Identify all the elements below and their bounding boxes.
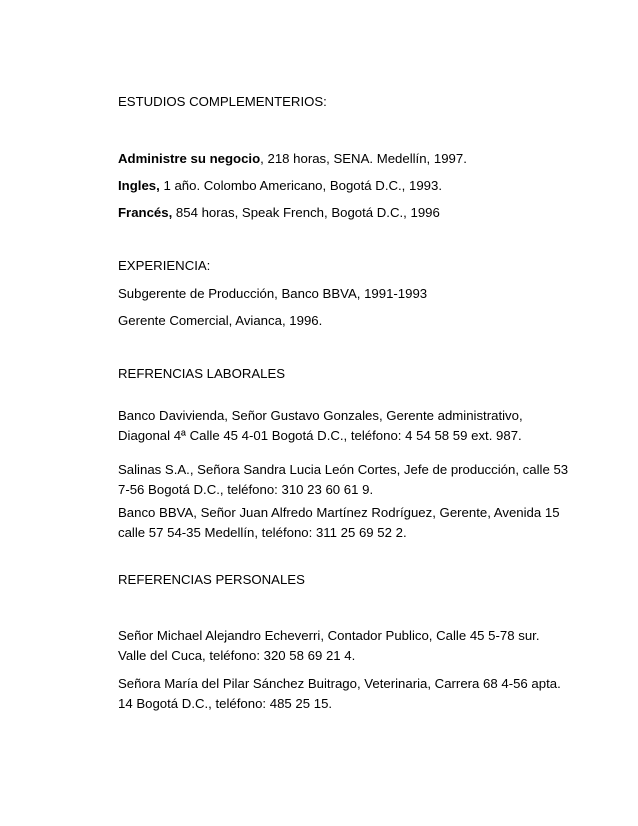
- personal-reference-line: Valle del Cuca, teléfono: 320 58 69 21 4.: [118, 648, 356, 663]
- experience-item: Gerente Comercial, Avianca, 1996.: [118, 313, 323, 328]
- study-item: [118, 149, 467, 169]
- personal-reference-line: Señora María del Pilar Sánchez Buitrago, Veterinaria, Carrera 68 4-56 apta.: [118, 676, 561, 691]
- study-name: Administre su negocio: [118, 151, 261, 166]
- work-reference-line: Diagonal 4ª Calle 45 4-01 Bogotá D.C., teléfono: 4 54 58 59 ext. 987.: [118, 428, 522, 443]
- experience-heading: EXPERIENCIA:: [118, 258, 211, 273]
- experience-item: Subgerente de Producción, Banco BBVA, 1991-1993: [118, 286, 428, 301]
- studies-heading: ESTUDIOS COMPLEMENTERIOS:: [118, 94, 327, 109]
- personal-reference-line: 14 Bogotá D.C., teléfono: 485 25 15.: [118, 696, 333, 711]
- work-reference-line: calle 57 54-35 Medellín, teléfono: 311 25 69 52 2.: [118, 525, 407, 540]
- study-name: Ingles,: [118, 178, 160, 193]
- work-reference-line: Salinas S.A., Señora Sandra Lucia León Cortes, Jefe de producción, calle 53: [118, 462, 569, 477]
- personal-reference-line: Señor Michael Alejandro Echeverri, Contador Publico, Calle 45 5-78 sur.: [118, 628, 540, 643]
- study-item: [118, 176, 442, 196]
- study-details: 1 año. Colombo Americano, Bogotá D.C., 1993.: [159, 178, 443, 193]
- work-reference-line: Banco BBVA, Señor Juan Alfredo Martínez Rodríguez, Gerente, Avenida 15: [118, 505, 560, 520]
- study-details: , 218 horas, SENA. Medellín, 1997.: [260, 151, 467, 166]
- work-references-heading: REFRENCIAS LABORALES: [118, 366, 286, 381]
- study-details: 854 horas, Speak French, Bogotá D.C., 1996: [172, 205, 440, 220]
- study-name: Francés,: [118, 205, 173, 220]
- personal-references-heading: REFERENCIAS PERSONALES: [118, 572, 305, 587]
- study-item: [118, 203, 440, 223]
- work-reference-line: Banco Davivienda, Señor Gustavo Gonzales, Gerente administrativo,: [118, 408, 523, 423]
- work-reference-line: 7-56 Bogotá D.C., teléfono: 310 23 60 61 9.: [118, 482, 374, 497]
